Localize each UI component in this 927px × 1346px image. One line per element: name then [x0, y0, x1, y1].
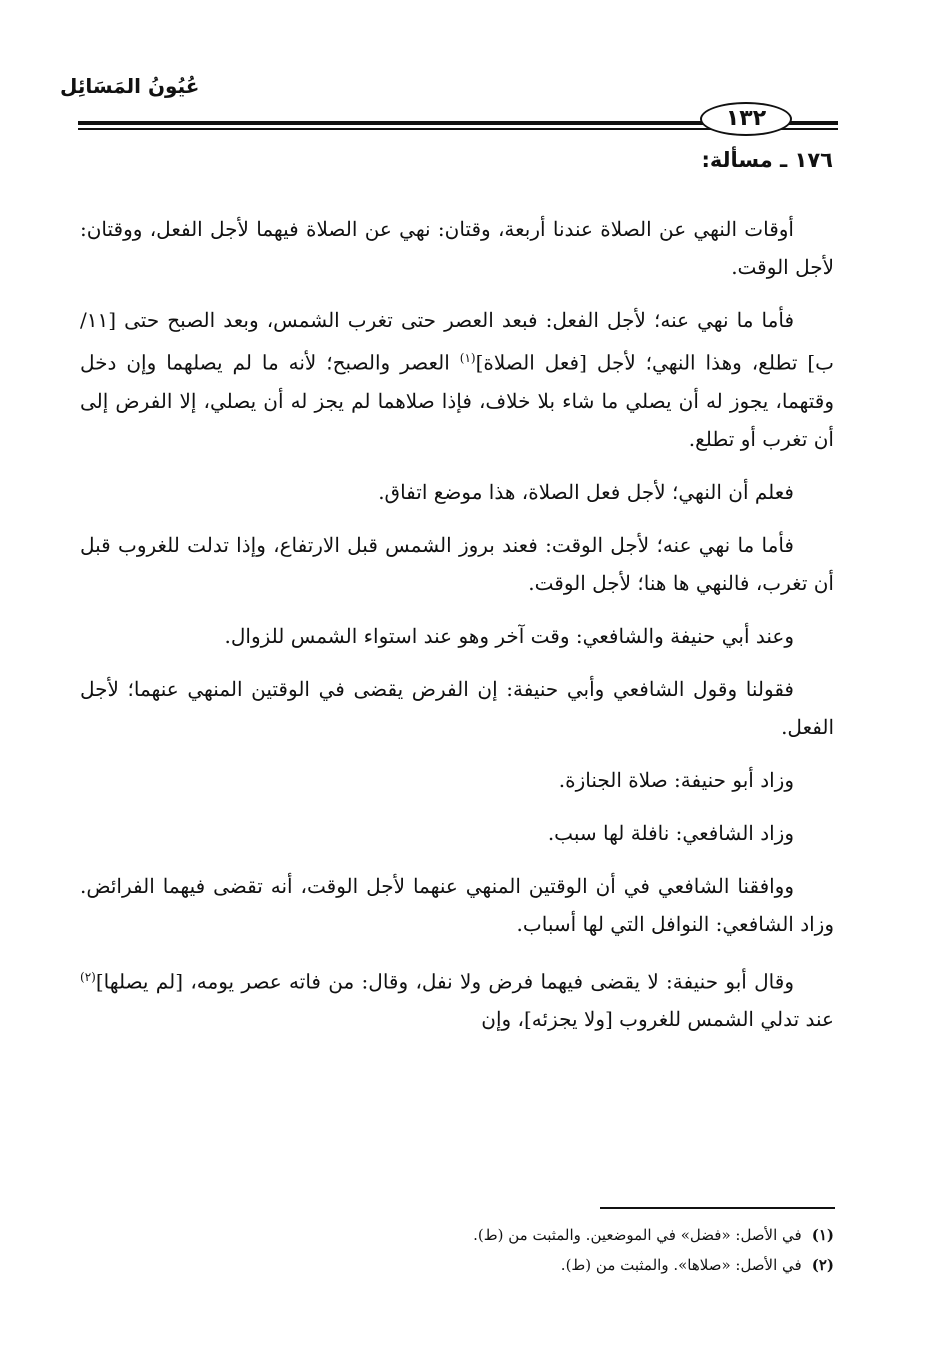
paragraph: وزاد أبو حنيفة: صلاة الجنازة. — [558, 767, 794, 792]
paragraph: أوقات النهي عن الصلاة عندنا أربعة، وقتان: نهي عن الصلاة فيهما لأجل الفعل، ووقتان: لأجل الوقت. — [80, 217, 834, 279]
footnote-text: في الأصل: «صلاها». والمثبت من (ط). — [560, 1256, 802, 1274]
paragraph-segment: العصر والصبح؛ لأنه ما لم يصلهما وإن دخل وقتهما، يجوز له أن يصلي ما شاء بلا خلاف، فإذا صلاهما لم يجز له أن يصلي، إلا الفرض إلى أن تغرب أو تطلع. — [80, 350, 834, 451]
paragraph: وعند أبي حنيفة والشافعي: وقت آخر وهو عند استواء الشمس للزوال. — [224, 623, 794, 648]
paragraph: فقولنا وقول الشافعي وأبي حنيفة: إن الفرض يقضى في الوقتين المنهي عنهما؛ لأجل الفعل. — [80, 676, 834, 739]
body-text — [80, 210, 834, 1053]
footnote-ref: (٢) — [80, 969, 96, 984]
footnote-divider — [600, 1207, 835, 1209]
section-heading: ١٧٦ ـ مسألة: — [701, 148, 833, 172]
footnotes — [80, 1220, 834, 1280]
page-number: ١٣٢ — [700, 102, 792, 136]
paragraph-segment: عند تدلي الشمس للغروب [ولا يجزئه]، وإن — [481, 1007, 834, 1032]
paragraph: ووافقنا الشافعي في أن الوقتين المنهي عنهما لأجل الوقت، أنه تقضى فيهما الفرائض. وزاد الشافعي: النوافل التي لها أسباب. — [80, 873, 834, 936]
paragraph-segment: فأما ما نهي عنه؛ لأجل الفعل: فبعد العصر حتى تغرب الشمس، وبعد الصبح حتى [١١/ب] تطلع، وهذا النهي؛ لأجل [فعل الصلاة] — [80, 308, 834, 375]
footnote — [80, 1220, 834, 1250]
paragraph — [80, 301, 834, 458]
paragraph-segment: وقال أبو حنيفة: لا يقضى فيهما فرض ولا نفل، وقال: من فاته عصر يومه، [لم يصلها] — [95, 969, 794, 994]
footnote — [80, 1250, 834, 1280]
footnote-ref: (١) — [459, 351, 476, 365]
footnote-text: في الأصل: «فضل» في الموضعين. والمثبت من (ط). — [473, 1226, 802, 1244]
paragraph: وزاد الشافعي: نافلة لها سبب. — [547, 820, 794, 845]
book-title: عُيُونُ المَسَائِل — [60, 74, 200, 98]
paragraph: فعلم أن النهي؛ لأجل فعل الصلاة، هذا موضع اتفاق. — [378, 479, 794, 504]
footnote-number: (٢) — [811, 1256, 834, 1274]
footnote-number: (١) — [811, 1226, 834, 1244]
paragraph — [80, 958, 834, 1039]
paragraph: فأما ما نهي عنه؛ لأجل الوقت: فعند بروز الشمس قبل الارتفاع، وإذا تدلت للغروب قبل أن تغرب، فالنهي ها هنا؛ لأجل الوقت. — [80, 532, 834, 595]
